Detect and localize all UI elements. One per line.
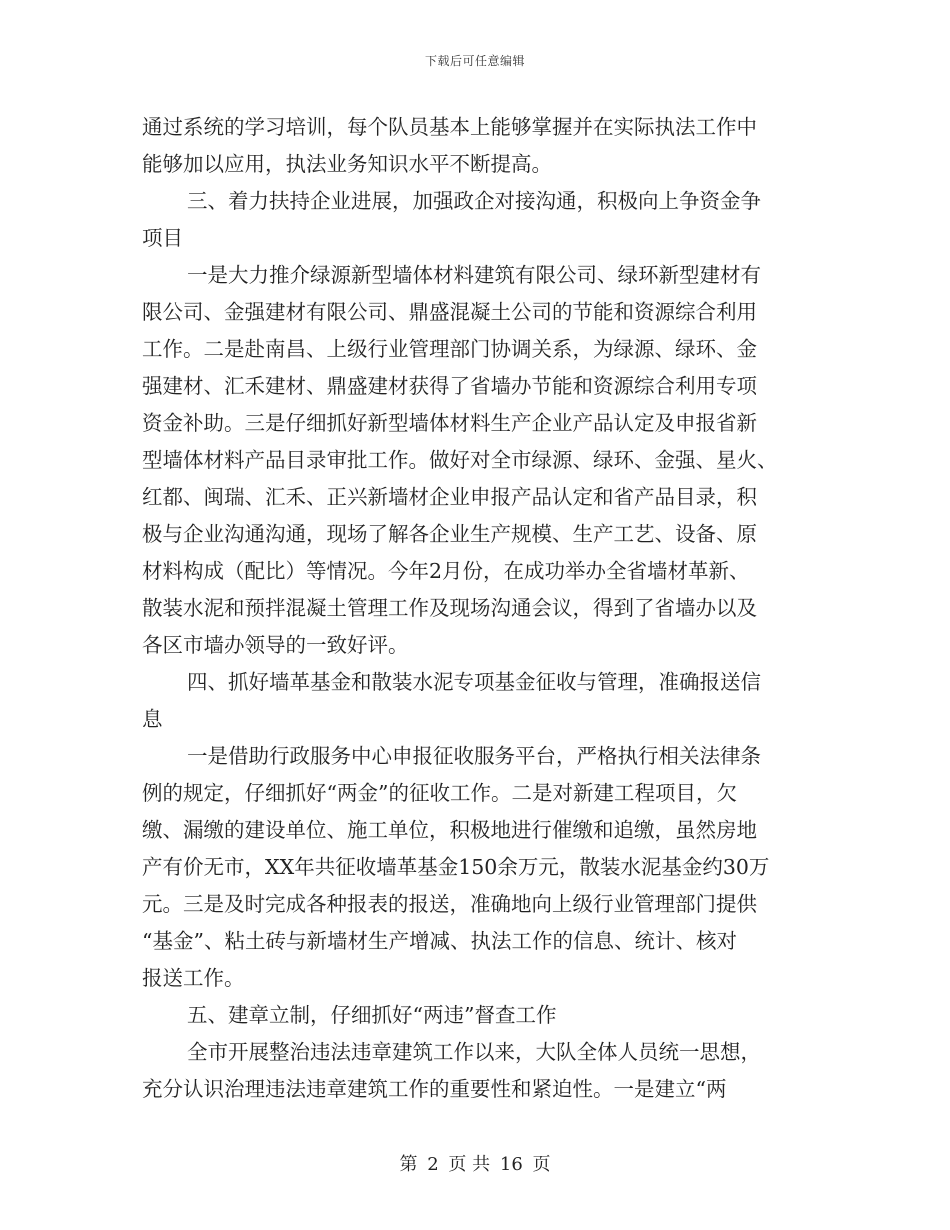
text-line: 一是借助行政服务中心申报征收服务平台，严格执行相关法律条 — [187, 744, 761, 768]
text-line: 各区市墙办领导的一致好评。 — [142, 633, 409, 657]
text-line: 三、着力扶持企业进展，加强政企对接沟通，积极向上争资金争 — [187, 189, 761, 213]
text-line: 型墙体材料产品目录审批工作。做好对全市绿源、绿环、金强、星火、 — [142, 448, 778, 472]
text-line: 红都、闽瑞、汇禾、正兴新墙材企业申报产品认定和省产品目录，积 — [142, 485, 757, 509]
text-line: 项目 — [142, 226, 183, 250]
text-line: 通过系统的学习培训，每个队员基本上能够掌握并在实际执法工作中 — [142, 115, 757, 139]
text-line: 材料构成（配比）等情况。今年2月份，在成功举办全省墙材革新、 — [142, 559, 750, 583]
text-line: 极与企业沟通沟通，现场了解各企业生产规模、生产工艺、设备、原 — [142, 522, 757, 546]
text-line: 强建材、汇禾建材、鼎盛建材获得了省墙办节能和资源综合利用专项 — [142, 374, 757, 398]
footer-suffix: 页 — [532, 1154, 551, 1175]
text-line: 五、建章立制，仔细抓好“两违”督查工作 — [187, 1003, 557, 1027]
text-line: “基金”、粘土砖与新墙材生产增减、执法工作的信息、统计、核对 — [142, 929, 737, 953]
text-line: 四、抓好墙革基金和散装水泥专项基金征收与管理，准确报送信 — [187, 670, 761, 694]
footer-prefix: 第 — [399, 1154, 418, 1175]
text-line: 资金补助。三是仔细抓好新型墙体材料生产企业产品认定及申报省新 — [142, 411, 757, 435]
text-line: 产有价无市，XX年共征收墙革基金150余万元，散装水泥基金约30万 — [142, 855, 770, 879]
text-line: 元。三是及时完成各种报表的报送，准确地向上级行业管理部门提供 — [142, 892, 757, 916]
text-line: 全市开展整治违法违章建筑工作以来，大队全体人员统一思想， — [187, 1040, 761, 1064]
text-line: 报送工作。 — [142, 966, 245, 990]
text-line: 一是大力推介绿源新型墙体材料建筑有限公司、绿环新型建材有 — [187, 263, 761, 287]
text-line: 缴、漏缴的建设单位、施工单位，积极地进行催缴和追缴，虽然房地 — [142, 818, 757, 842]
page-header-note: 下载后可任意编辑 — [424, 54, 525, 68]
footer-total-pages: 16 — [499, 1154, 523, 1175]
text-line: 能够加以应用，执法业务知识水平不断提高。 — [142, 152, 552, 176]
footer-page-number: 2 — [427, 1154, 439, 1175]
text-line: 工作。二是赴南昌、上级行业管理部门协调关系，为绿源、绿环、金 — [142, 337, 757, 361]
page-footer — [0, 1150, 950, 1176]
text-line: 限公司、金强建材有限公司、鼎盛混凝土公司的节能和资源综合利用 — [142, 300, 757, 324]
footer-middle: 页 共 — [448, 1154, 491, 1175]
text-line: 散装水泥和预拌混凝土管理工作及现场沟通会议，得到了省墙办以及 — [142, 596, 757, 620]
document-body — [142, 109, 807, 1108]
text-line: 充分认识治理违法违章建筑工作的重要性和紧迫性。一是建立“两 — [142, 1077, 727, 1101]
text-line: 息 — [142, 707, 163, 731]
text-line: 例的规定，仔细抓好“两金”的征收工作。二是对新建工程项目，欠 — [142, 781, 737, 805]
